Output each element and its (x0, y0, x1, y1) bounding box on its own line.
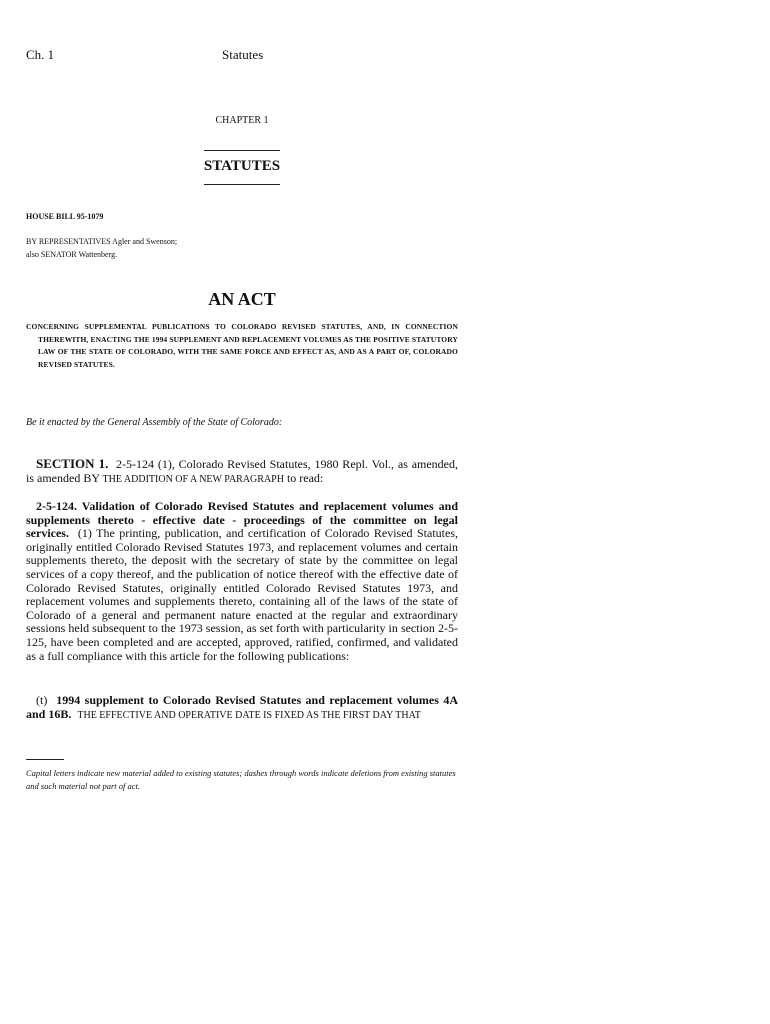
page-title: STATUTES (203, 158, 281, 174)
footnote: Capital letters indicate new material added to existing statutes; dashes through words indicate deletions from existing statutes and such material not part of act. (26, 768, 456, 791)
running-header-chapter: Ch. 1 (26, 47, 55, 62)
statute-2-5-124 (26, 500, 458, 663)
chapter-label: CHAPTER 1 (215, 115, 269, 126)
divider-top (204, 150, 280, 151)
statute-heading: 2-5-124. Validation of Colorado Revised Statutes and replacement volumes and supplements thereto - effective date - proceedings of the committee on legal services. (26, 499, 458, 541)
paragraph-t-text: THE EFFECTIVE AND OPERATIVE DATE IS FIXED AS THE FIRST DAY THAT (77, 709, 421, 721)
concerning-text: CONCERNING SUPPLEMENTAL PUBLICATIONS TO COLORADO REVISED STATUTES, AND, IN CONNECTION THEREWITH, ENACTING THE 1994 SUPPLEMENT AND REPLACEMENT VOLUMES AS THE POSITIVE STATUTORY LAW OF THE STATE OF COLORADO, WITH THE SAME FORCE AND EFFECT AS, AND AS A PART OF, COLORADO REVISED STATUTES. (26, 322, 458, 369)
sponsors-line-1: BY REPRESENTATIVES Agler and Swenson; (26, 237, 178, 246)
section-1 (26, 457, 458, 486)
concerning-clause (26, 321, 458, 371)
sponsors-line-2: also SENATOR Wattenberg. (26, 250, 118, 259)
section-1-text-post: to read: (283, 470, 324, 485)
bill-number: HOUSE BILL 95-1079 (26, 212, 104, 221)
divider-bottom (204, 184, 280, 185)
running-header-title: Statutes (222, 47, 264, 62)
paragraph-t-label: (t) (36, 693, 48, 707)
section-1-text-caps: THE ADDITION OF A NEW PARAGRAPH (102, 473, 284, 485)
statute-text: (1) The printing, publication, and certification of Colorado Revised Statutes, originally entitled Colorado Revised Statutes 1973, and replacement volumes and certain supplements thereto, the deposit with the secretary of state by the committee on legal services of a copy thereof, and the publication of notice thereof with the effective date of Colorado Revised Statutes, originally entitled Colorado Revised Statutes 1973, and replacement volumes and supplements thereto, containing all of the laws of the state of Colorado of a general and permanent nature enacted at the regular and extraordinary sessions held subsequent to the 1973 session, as set forth with particularity in section 2-5-125, have been completed and are accepted, approved, ratified, confirmed, and validated as a full compliance with this article for the following publications: (26, 526, 458, 663)
enacting-clause: Be it enacted by the General Assembly of the State of Colorado: (26, 417, 283, 428)
act-title: AN ACT (208, 289, 276, 309)
section-1-text-pre: 2-5-124 (1), Colorado Revised Statutes, 1980 Repl. Vol., as amended, is amended BY (26, 457, 459, 485)
section-1-heading: SECTION 1. (36, 456, 109, 471)
footnote-divider (26, 759, 64, 760)
paragraph-t-heading: 1994 supplement to Colorado Revised Statutes and replacement volumes 4A and 16B. (26, 693, 458, 721)
paragraph-t (26, 694, 458, 722)
